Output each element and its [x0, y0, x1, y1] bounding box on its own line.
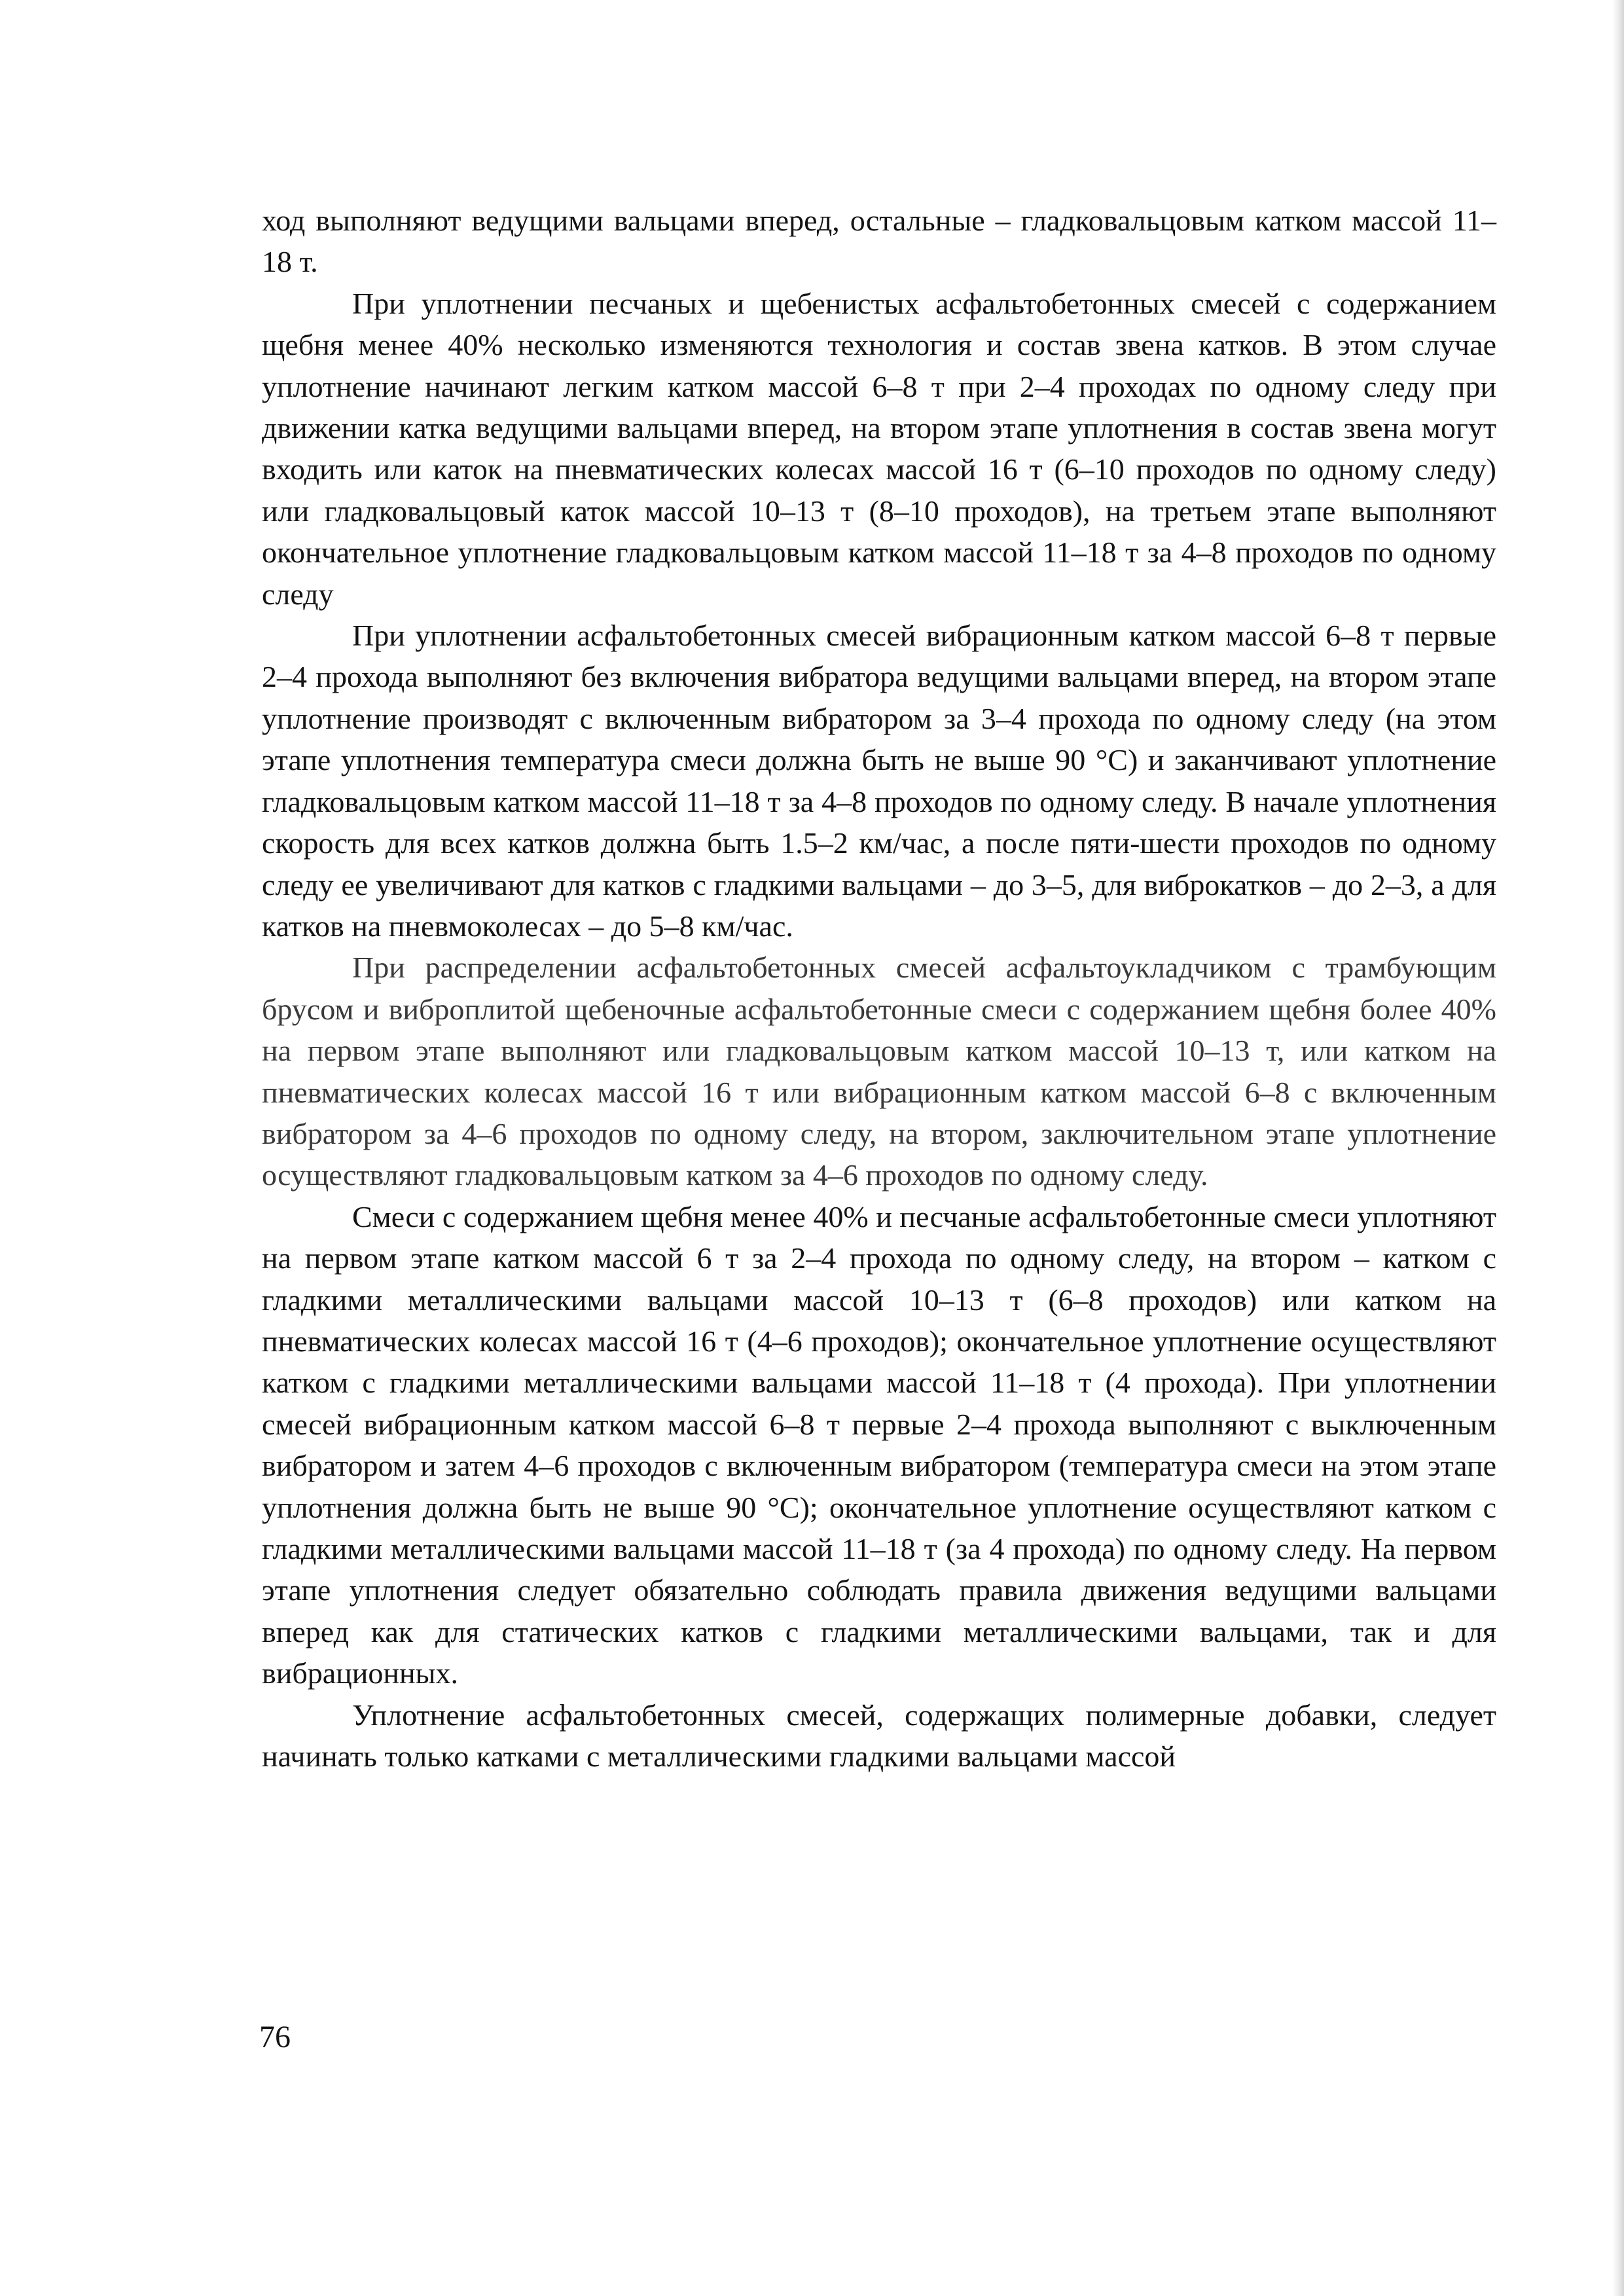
paragraph-paver-distribution: При распределении асфальтобетонных смесей асфальтоукладчиком с трамбующим брусом и виброплитой щебеночные асфальтобетонные смеси с содержанием щебня более 40% на первом этапе выполняют или гладковальцовым катком массой 10–13 т, или катком на пневматических колесах массой 16 т или вибрационным катком массой 6–8 с включенным вибратором за 4–6 проходов по одному следу, на втором, заключительном этапе уплотнение осуществляют гладковальцовым катком за 4–6 проходов по одному следу. [262, 951, 1496, 1192]
body-text [262, 200, 1496, 1777]
paragraph-vibratory-roller: При уплотнении асфальтобетонных смесей вибрационным катком массой 6–8 т первые 2–4 прохода выполняют без включения вибратора ведущими вальцами вперед, на втором этапе уплотнение производят с включенным вибратором за 3–4 прохода по одному следу (на этом этапе уплотнения температура смеси должна быть не выше 90 °С) и заканчивают уплотнение гладковальцовым катком массой 11–18 т за 4–8 проходов по одному следу. В начале уплотнения скорость для всех катков должна быть 1.5–2 км/час, а после пяти-шести проходов по одному следу ее увеличивают для катков с гладкими вальцами – до 3–5, для виброкатков – до 2–3, а для катков на пневмоколесах – до 5–8 км/час. [262, 619, 1496, 943]
paragraph-low-gravel-mixes: Смеси с содержанием щебня менее 40% и песчаные асфальтобетонные смеси уплотняют на первом этапе катком массой 6 т за 2–4 прохода по одному следу, на втором – катком с гладкими металлическими вальцами массой 10–13 т (6–8 проходов) или катком на пневматических колесах массой 16 т (4–6 проходов); окончательное уплотнение осуществляют катком с гладкими металлическими вальцами массой 11–18 т (4 прохода). При уплотнении смесей вибрационным катком массой 6–8 т первые 2–4 прохода выполняют с выключенным вибратором и затем 4–6 проходов с включенным вибратором (температура смеси на этом этапе уплотнения должна быть не выше 90 °С); окончательное уплотнение осуществляют катком с гладкими металлическими вальцами массой 11–18 т (за 4 прохода) по одному следу. На первом этапе уплотнения следует обязательно соблюдать правила движения ведущими вальцами вперед как для статических катков с гладкими металлическими вальцами, так и для вибрационных. [262, 1199, 1496, 1690]
page-number: 76 [259, 2020, 291, 2054]
paragraph-sandy-mixes: При уплотнении песчаных и щебенистых асфальтобетонных смесей с содержанием щебня менее 40% несколько изменяются технология и состав звена катков. В этом случае уплотнение начинают легким катком массой 6–8 т при 2–4 проходах по одному следу при движении катка ведущими вальцами вперед, на втором этапе уплотнения в состав звена могут входить или каток на пневматических колесах массой 16 т (6–10 проходов по одному следу) или гладковальцовый каток массой 10–13 т (8–10 проходов), на третьем этапе выполняют окончательное уплотнение гладковальцовым катком массой 11–18 т за 4–8 проходов по одному следу [262, 286, 1496, 611]
page-edge-shadow [1612, 0, 1624, 2296]
paragraph-continuation: ход выполняют ведущими вальцами вперед, остальные – гладковальцовым катком массой 11–18 т. [262, 204, 1496, 279]
paragraph-polymer-additives: Уплотнение асфальтобетонных смесей, содержащих полимерные добавки, следует начинать только катками с металлическими гладкими вальцами массой [262, 1698, 1496, 1774]
